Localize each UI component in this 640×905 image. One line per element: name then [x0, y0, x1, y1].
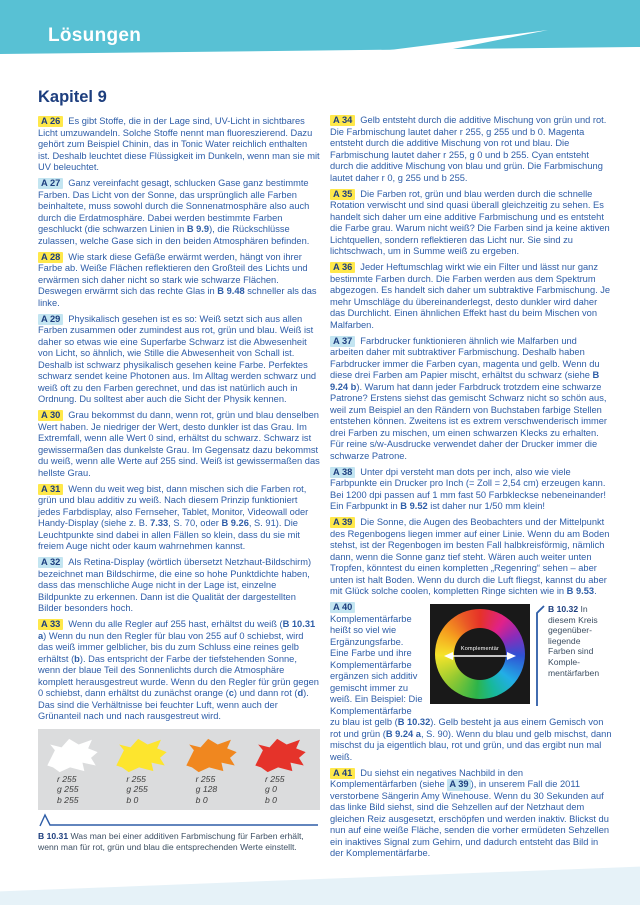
answer-label-a36: A 36: [330, 262, 355, 273]
color-swatch-red: [251, 736, 315, 806]
answer-text-a28: Wie stark diese Gefäße erwärmt werden, hängt von ihrer Farbe ab. Weiße Flächen reflektieren den Großteil des Lichts und erwärmen sich daher nicht so stark wie schwarze Flächen. Deswegen erwärmt sich das rechte Glas in B 9.48 schneller als das linke.: [38, 251, 317, 308]
color-wheel: [430, 604, 530, 704]
answer-text-a41: Du siehst ein negatives Nachbild in den Komplementärfarben (siehe A 39 ), in unserem Fall die 2011 verstorbene Sängerin Amy Winehouse. Wenn du 30 Sekunden auf das linke Bild siehst, sind die Sehzellen auf der Netzhaut dem gleichen Reiz ausgesetzt, erschöpfen und werden inaktiv. Blickst du nun auf eine weiße Fläche, senden die vorher ermüdeten Sehzellen ein inaktives Signal zum Gehirn, und dadurch entsteht das Bild in der Komplementärfarbe.: [330, 767, 610, 858]
swatch-rgb-values: r 255 g 128 b 0: [195, 773, 218, 805]
paint-smear-icon: [112, 736, 170, 774]
paint-smear-icon: [251, 736, 309, 774]
caption-pointer-line-icon: [534, 604, 546, 708]
swatch-rgb-values: r 255 g 255 b 255: [57, 773, 79, 805]
answer-a39: [330, 517, 612, 598]
answer-text-a35: Die Farben rot, grün und blau werden durch die schnelle Rotation verwischt und sind quasi überall gleichzeitig zu sehen. Es handelt sich daher um eine additive Farbmischung und es entsteht die Farbe grau. Warum nicht weiß? Die Farben sind ja keine aktiven Lichtquellen, sondern reflektieren das Licht nur. Sie sind zu lichtschwach, um in Summe weiß zu ergeben.: [330, 188, 610, 256]
spike-line-icon: [38, 812, 320, 828]
paint-smear-icon: [43, 736, 101, 774]
answer-text-a36: Jeder Heftumschlag wirkt wie ein Filter und lässt nur ganz bestimmte Farben durch. Die Farben werden aus dem Spektrum abgezogen. Es handelt sich daher um subtraktive Farbmischung. Je mehr Umschläge du übereinanderlegst, desto dunkler wird daher das Durchlicht. Einen ähnlichen Effekt hast du beim Mischen von Malfarben.: [330, 262, 611, 330]
answer-text-a27: Ganz vereinfacht gesagt, schlucken Gase ganz bestimmte Farben. Das Licht von der Sonne, das ursprünglich alle Farben beinhaltete, muss sowohl durch die Sonnenatmosphäre also auch durch die Erdatmosphäre. Dabei werden bestimmte Farben geschluckt (die schwarzen Linien in B 9.9), die Rückschlüsse zulassen, welche Gase sich in den beiden Atmosphären befinden.: [38, 178, 310, 246]
inline-ref-a39: A 39: [449, 779, 469, 789]
answer-a28: [38, 252, 320, 310]
answer-label-a38: A 38: [330, 467, 355, 478]
answer-a37: [330, 336, 612, 463]
answer-label-a41: A 41: [330, 768, 355, 779]
answer-a38: [330, 467, 612, 513]
figure-b10-31-caption: [38, 831, 320, 852]
figure-b10-31: [38, 729, 320, 853]
answer-text-a37: Farbdrucker funktionieren ähnlich wie Malfarben und arbeiten daher mit subtraktiver Farbmischung. Deshalb haben Farbdrucker immer die Farben cyan, magenta und gelb. Wenn du diese drei Farben am Papier mischt, erhältst du schwarz (siehe B 9.24 b). Warum hat dann jeder Farbdruck trotzdem eine schwarze Patrone? Erstens siehst das gemischt Schwarz nicht so schön aus, weil zum Beispiel an den Rändern von Buchstaben farbige Stellen entstehen können. Zweitens ist es extrem verschwenderisch immer drei Farben zu mischen, um einen schwarzen Klecks zu erhalten. Für reine s/w-Ausdrucke verwendet daher der Drucker immer die schwarze Patrone.: [330, 335, 607, 461]
answer-a32: [38, 557, 320, 615]
figure-caption-text: Was man bei einer additiven Farbmischung für Farben erhält, wenn man für rot, grün und blau die entsprechenden Werte einstellt.: [38, 831, 304, 852]
answer-text-a32: Als Retina-Display (wörtlich übersetzt Netzhaut-Bildschirm) bezeichnet man Bildschirme, die eine so hohe Punktdichte haben, dass das menschliche Auge nicht in der Lage ist, einzelne Bildpunkte zu erkennen. Dann ist die Qualität der dargestellten Bilder besonders hoch.: [38, 557, 312, 613]
answer-label-a37: A 37: [330, 336, 355, 347]
figure-b10-31-panel: [38, 729, 320, 811]
color-swatch-yellow: [112, 736, 176, 806]
color-swatch-white: [43, 736, 107, 806]
answer-a26: [38, 116, 320, 174]
answer-label-a39: A 39: [330, 517, 355, 528]
right-column: [330, 88, 612, 864]
answer-a36: [330, 262, 612, 331]
swatch-rgb-values: r 255 g 0 b 0: [264, 773, 285, 805]
color-swatch-orange: [182, 736, 246, 806]
answer-text-a31: Wenn du weit weg bist, dann mischen sich die Farben rot, grün und blau additiv zu weiß. Nach diesem Prinzip funktioniert jedes Farbdisplay, also Fernseher, Tablet, Monitor, Videowall oder Handy-Display (siehe z. B. 7.33, S. 70, oder B 9.26, S. 91). Die Leuchtpunkte sind dabei in allen Fällen so klein, dass du sie mit freiem Auge nicht oder kaum wahrnehmen kannst.: [38, 483, 309, 551]
answer-a29: [38, 314, 320, 406]
color-wheel-label: Komplementär: [460, 646, 500, 652]
answer-a40: [330, 602, 612, 763]
answer-label-a28: A 28: [38, 252, 63, 263]
answer-a31: [38, 484, 320, 553]
answer-a27: [38, 178, 320, 247]
figure-ref: B 10.32: [548, 604, 579, 614]
answer-label-a34: A 34: [330, 115, 355, 126]
answer-text-a33: Wenn du alle Regler auf 255 hast, erhältst du weiß (B 10.31 a) Wenn du nun den Regler für blau von 255 auf 0 schiebst, wird das weiß immer gelblicher, bis du zum Schluss eine reines gelb erhältst (b). Das entspricht der Farbe der tiefstehenden Sonne, wenn der blaue Teil des Sonnenlichts durch die Atmosphäre komplett herausgestreut wurde. Wenn du den Regler für grün gegen 0 schiebst, dann erhältst du zunächst orange (c) und dann rot (d). Das sind die Verhältnisse bei feuchter Luft, wenn auch der Grünanteil nach und nach rausgestreut wird.: [38, 619, 319, 721]
answer-a41: [330, 768, 612, 860]
answer-a33: [38, 619, 320, 723]
answer-label-a32: A 32: [38, 557, 63, 568]
answer-label-a33: A 33: [38, 619, 63, 630]
paint-smear-icon: [182, 736, 240, 774]
answer-text-a39: Die Sonne, die Augen des Beobachters und der Mittelpunkt des Regenbogens liegen immer auf einer Linie. Wenn du am Boden stehst, ist der Regenbogen im besten Fall halbkreisförmig, nämlich dann, wenn die Sonne ganz tief steht. Wären auch weiter unten Tropfen, könntest du einen kompletten „Regenring“ sehen – aber unten ist halt Boden. Wenn du durch die Luft fliegst, kannst du aber mit Glück solche coolen, kompletten Ringe sichten wie in B 9.53.: [330, 517, 610, 596]
answer-a35: [330, 189, 612, 258]
figure-b10-32-caption-block: [534, 604, 610, 708]
figure-caption-text: In diesem Kreis gegenüberliegende Farben sind Komplementärfarben: [548, 604, 600, 678]
answer-label-a30: A 30: [38, 410, 63, 421]
chapter-title: Kapitel 9: [38, 88, 107, 106]
answer-text-a30: Grau bekommst du dann, wenn rot, grün und blau denselben Wert haben. Je niedriger der Wert, desto dunkler ist das Grau. Im Extremfall, wenn alle Wert 0 sind, erhältst du schwarz. Schwarz ist gewissermaßen das dunkelste Grau. Im Gegensatz dazu bekommst du weiß, wenn alle Werte auf 255 sind. Weiß ist gewissermaßen das hellste Grau.: [38, 410, 320, 478]
answer-label-a31: A 31: [38, 484, 63, 495]
page-header-title: Lösungen: [48, 25, 142, 46]
page-content: [38, 88, 612, 864]
answer-label-a26: A 26: [38, 116, 63, 127]
figure-ref: B 10.31: [38, 831, 69, 842]
double-arrow-icon: [444, 651, 516, 661]
figure-b10-32: [430, 604, 612, 708]
footer-swoosh: [0, 865, 640, 905]
answer-text-a40: Komplementärfarbe heißt so viel wie Ergänzungsfarbe. Eine Farbe und ihre Komplementärfarbe ergänzen sich additiv gemischt immer zu weiß. Ein Beispiel: Die Komplementärfarbe zu blau ist gelb (B 10.32). Gelb besteht ja aus einem Gemisch von rot und grün (B 9.24 a, S. 90). Wenn du blau und gelb mischst, dann mischst du ja eigentlich blau, rot und grün, und das ergibt nun mal weiß.: [330, 613, 612, 762]
answer-a30: [38, 410, 320, 479]
answer-label-a29: A 29: [38, 314, 63, 325]
answer-text-a29: Physikalisch gesehen ist es so: Weiß setzt sich aus allen Farben zusammen oder zumindest aus rot, grün und blau. Weiß ist daher so etwas wie eine Superfarbe Schwarz ist die Abwesenheit von Licht, so ähnlich, wie Stille die Abwesenheit von Schall ist. Deshalb ist schwarz physikalisch gesehen keine Farbe. Perfektes schwarz sendet keine Photonen aus. Im Alltag werden schwarz und weiß oft zu den Farben gerechnet, und das ist natürlich auch in Ordnung. Du solltest aber auch die Sicht der Physik kennen.: [38, 313, 317, 404]
answer-text-a38: Unter dpi versteht man dots per inch, also wie viele Farbpunkte ein Drucker pro Inch (= Zoll = 2,54 cm) erzeugen kann. Bei 1200 dpi passen auf 1 mm fast 50 Farbkleckse nebeneinander! Ein Farbpunkt in B 9.52 ist daher nur 1/50 mm klein!: [330, 466, 606, 511]
answer-label-a35: A 35: [330, 189, 355, 200]
left-column: [38, 88, 320, 864]
answer-a34: [330, 115, 612, 184]
answer-text-a26: Es gibt Stoffe, die in der Lage sind, UV-Licht in sichtbares Licht umzuwandeln. Solche Stoffe nennt man fluoreszierend. Dazu gehört zum Beispiel Chinin, das in Tonic Water reichlich enthalten ist. Deshalb leuchtet diese Flüssigkeit im Dunkeln, wenn man sie mit UV beleuchtet.: [38, 116, 320, 172]
figure-b10-32-caption: [546, 604, 610, 708]
answer-label-a27: A 27: [38, 178, 63, 189]
answer-text-a34: Gelb entsteht durch die additive Mischung von grün und rot. Die Farbmischung lautet daher r 255, g 255 und b 0. Magenta entsteht durch die additive Mischung von rot und blau. Die Farbmischung lautet daher r 255, g 0 und b 255. Cyan entsteht durch die additive Mischung von blau und grün. Die Farbmischung lautet daher r 0, g 255 und b 255.: [330, 115, 607, 183]
swatch-rgb-values: r 255 g 255 b 0: [126, 773, 148, 805]
answer-label-a40: A 40: [330, 602, 355, 613]
